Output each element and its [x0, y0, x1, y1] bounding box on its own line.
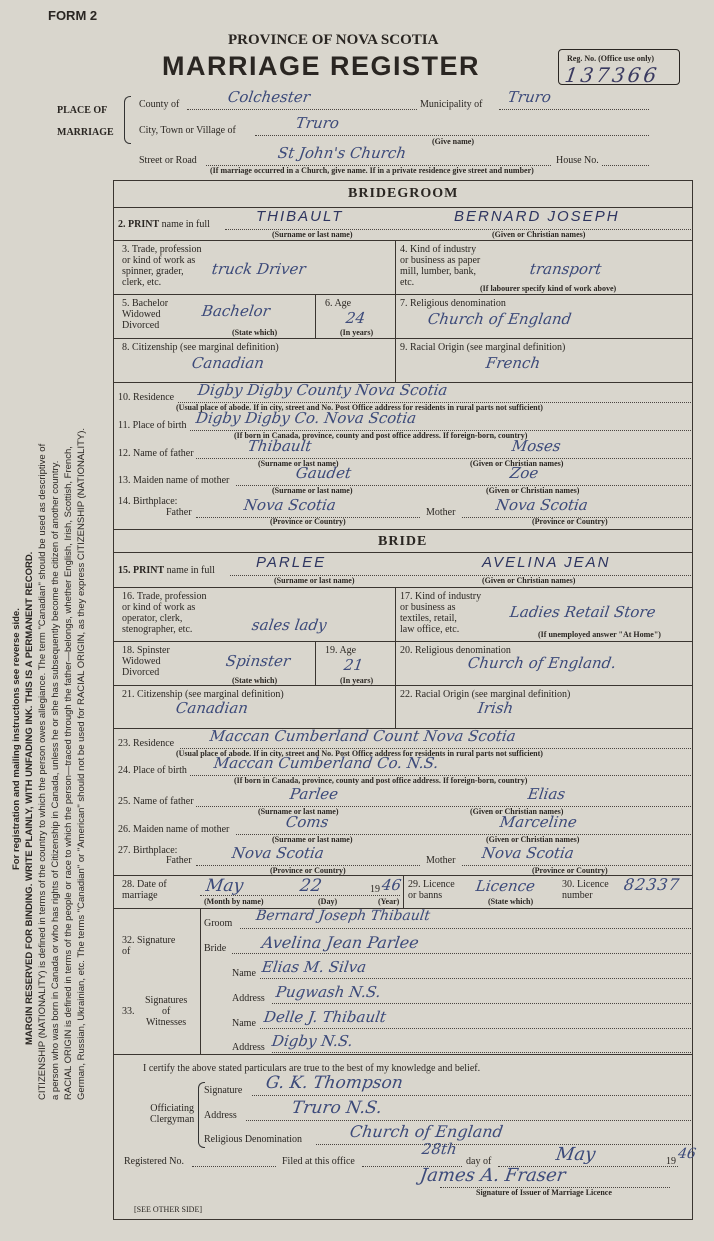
bride-father-surname-caption: (Surname or last name) — [258, 807, 339, 816]
groom-father-surname: Thibault — [246, 437, 313, 455]
witness1-address: Pugwash N.S. — [274, 983, 382, 1001]
groom-trade-label: 3. Trade, profession or kind of work as spinner, grader, clerk, etc. — [122, 244, 202, 288]
licence-value: Licence — [474, 877, 537, 895]
licence-caption: (State which) — [488, 897, 534, 906]
witness1-name-label: Name — [232, 968, 256, 979]
bride-residence-caption: (Usual place of abode. If in city, street and No. Post Office address for residents in rural parts not sufficient) — [176, 749, 543, 758]
groom-father-surname-caption: (Surname or last name) — [258, 459, 339, 468]
form-number: FORM 2 — [48, 8, 98, 23]
bride-trade: sales lady — [250, 616, 328, 634]
groom-age-label: 6. Age — [325, 298, 352, 309]
clergy-signature: G. K. Thompson — [264, 1073, 405, 1093]
bride-surname-caption: (Surname or last name) — [274, 576, 355, 585]
bride-father-label: 25. Name of father — [118, 796, 194, 807]
bride-father-given: Elias — [526, 785, 567, 803]
groom-industry: transport — [528, 260, 603, 278]
groom-residence-caption: (Usual place of abode. If in city, street and No. Post Office address for residents in rural parts not sufficient) — [176, 403, 543, 412]
bride-racial: Irish — [476, 699, 515, 717]
groom-religion-label: 7. Religious denomination — [400, 298, 506, 309]
municipality-value: Truro — [506, 88, 553, 106]
groom-birth: Digby Digby Co. Nova Scotia — [194, 409, 418, 427]
groom-bp-mother-label: Mother — [426, 507, 456, 518]
groom-surname-caption: (Surname or last name) — [272, 230, 353, 239]
filed-month: May — [554, 1144, 597, 1165]
groom-father-given: Moses — [510, 437, 562, 455]
groom-age-caption: (In years) — [340, 328, 374, 337]
bride-father-bp-caption: (Province or Country) — [270, 866, 346, 875]
witness2-name: Delle J. Thibault — [262, 1008, 388, 1026]
groom-given-caption: (Given or Christian names) — [492, 230, 586, 239]
witness1-name: Elias M. Silva — [260, 958, 368, 976]
witness2-address-label: Address — [232, 1042, 265, 1053]
groom-citizenship: Canadian — [190, 354, 266, 372]
officiating-clergyman-label: Officiating Clergyman — [150, 1103, 195, 1125]
groom-status: Bachelor — [200, 302, 272, 320]
bride-heading: BRIDE — [378, 534, 428, 549]
county-value: Colchester — [226, 88, 312, 106]
day-of-label: day of — [466, 1156, 492, 1167]
reg-no-box — [558, 49, 680, 85]
bride-residence-label: 23. Residence — [118, 738, 175, 749]
bride-age: 21 — [342, 656, 365, 674]
witness1-address-label: Address — [232, 993, 265, 1004]
street-label: Street or Road — [139, 155, 197, 166]
certify-text: I certify the above stated particulars are true to the best of my knowledge and belief. — [143, 1063, 481, 1074]
filed-year-prefix: 19 — [666, 1156, 676, 1167]
groom-bp-father-label: Father — [166, 507, 192, 518]
bride-birthplace-label: 27. Birthplace: — [118, 845, 178, 856]
bride-mother-surname: Coms — [284, 813, 330, 831]
bride-father-surname: Parlee — [288, 785, 340, 803]
bride-status-label: 18. Spinster Widowed Divorced — [122, 645, 170, 678]
bride-birth-label: 24. Place of birth — [118, 765, 187, 776]
bride-signature-label: Bride — [204, 943, 227, 954]
groom-birth-caption: (If born in Canada, province, county and post office address. If foreign-born, country) — [234, 431, 528, 440]
groom-residence: Digby Digby County Nova Scotia — [196, 381, 449, 399]
bride-father-birthplace: Nova Scotia — [230, 844, 326, 862]
marriage-year: 46 — [380, 876, 403, 894]
bride-industry-caption: (If unemployed answer "At Home") — [538, 630, 661, 639]
bride-birth: Maccan Cumberland Co. N.S. — [212, 754, 440, 772]
bride-religion: Church of England. — [466, 654, 618, 672]
registered-no-label: Registered No. — [124, 1156, 184, 1167]
witness-number: 33. — [122, 1006, 135, 1017]
marriage-month: May — [204, 876, 245, 896]
see-other-side: [SEE OTHER SIDE] — [134, 1205, 202, 1214]
bride-signature: Avelina Jean Parlee — [260, 933, 421, 952]
groom-residence-label: 10. Residence — [118, 392, 175, 403]
groom-mother-label: 13. Maiden name of mother — [118, 475, 230, 486]
groom-citizenship-label: 8. Citizenship (see marginal definition) — [122, 342, 279, 353]
filed-label: Filed at this office — [282, 1156, 355, 1167]
groom-racial-label: 9. Racial Origin (see marginal definition) — [400, 342, 566, 353]
bride-residence: Maccan Cumberland Count Nova Scotia — [208, 727, 517, 745]
witness2-name-label: Name — [232, 1018, 256, 1029]
bride-age-caption: (In years) — [340, 676, 374, 685]
licence-number-label: 30. Licence number — [562, 879, 609, 901]
reg-no-label: Reg. No. (Office use only) — [567, 54, 655, 63]
groom-mother-bp-caption: (Province or Country) — [532, 517, 608, 526]
marriage-year-prefix: 19 — [370, 884, 380, 895]
margin-text: For registration and mailing instructions see reverse side. MARGIN RESERVED FOR BINDING. WRITE PLAINLY, WITH UNFADING INK. THIS IS A PERMANENT RECORD. CITIZENSHIP (NATIONALITY) is defined in terms of the country to which the person owes allegiance. The term "Canadian" should be used as descriptive of a person who was born in Canada or who has rights of Citizenship in Canada, unless he or she has subsequently become the citizen of another country. RACIAL ORIGIN is defined in terms of the people or race to which the person—traced through the father—belongs, whether English, Irish, Scottish, French, German, Russian, Ukrainian, etc. The terms "Canadian" or "American" should not be used for RACIAL ORIGIN, as they express CITIZENSHIP (NATIONALITY). — [11, 427, 87, 1100]
bride-industry: Ladies Retail Store — [508, 603, 657, 621]
signature-of-label: 32. Signature of — [122, 935, 176, 957]
groom-mother-surname-caption: (Surname or last name) — [272, 486, 353, 495]
give-name-caption: (Give name) — [432, 137, 474, 146]
bride-trade-label: 16. Trade, profession or kind of work as operator, clerk, stenographer, etc. — [122, 591, 207, 635]
groom-mother-birthplace: Nova Scotia — [494, 496, 590, 514]
clergy-denomination-label: Religious Denomination — [204, 1134, 303, 1145]
groom-father-label: 12. Name of father — [118, 448, 194, 459]
issuer-signature: James A. Fraser — [418, 1165, 567, 1186]
reg-no-value: 137366 — [563, 63, 662, 87]
bride-status: Spinster — [224, 652, 292, 670]
page-title: MARRIAGE REGISTER — [162, 51, 481, 81]
groom-status-label: 5. Bachelor Widowed Divorced — [122, 298, 169, 331]
bride-racial-label: 22. Racial Origin (see marginal definition) — [400, 689, 571, 700]
filed-year: 46 — [676, 1146, 697, 1162]
marriage-year-caption: (Year) — [378, 897, 400, 906]
groom-trade: truck Driver — [210, 260, 307, 278]
licence-label: 29. Licence or banns — [408, 879, 455, 901]
bride-mother-surname-caption: (Surname or last name) — [272, 835, 353, 844]
groom-signature: Bernard Joseph Thibault — [254, 908, 432, 924]
issuer-caption: Signature of Issuer of Marriage Licence — [476, 1188, 612, 1197]
county-label: County of — [139, 99, 180, 110]
bride-surname: PARLEE — [256, 554, 327, 571]
clergy-address-label: Address — [204, 1110, 237, 1121]
groom-age: 24 — [344, 309, 367, 327]
city-label: City, Town or Village of — [139, 125, 236, 136]
bride-bp-father-label: Father — [166, 855, 192, 866]
groom-father-given-caption: (Given or Christian names) — [470, 459, 564, 468]
place-brace — [124, 96, 131, 144]
bride-name-label: 15. PRINT name in full — [118, 565, 215, 576]
bride-religion-label: 20. Religious denomination — [400, 645, 511, 656]
licence-number: 82337 — [622, 875, 682, 894]
place-label: PLACE OF MARRIAGE — [57, 105, 114, 138]
marriage-day: 22 — [298, 876, 324, 896]
house-label: House No. — [556, 155, 599, 166]
bride-father-given-caption: (Given or Christian names) — [470, 807, 564, 816]
municipality-label: Municipality of — [420, 99, 483, 110]
bride-mother-given-caption: (Given or Christian names) — [486, 835, 580, 844]
groom-surname: THIBAULT — [256, 208, 344, 225]
groom-status-caption: (State which) — [232, 328, 278, 337]
bride-age-label: 19. Age — [325, 645, 357, 656]
groom-birthplace-label: 14. Birthplace: — [118, 496, 178, 507]
groom-name-label: 2. PRINT name in full — [118, 219, 210, 230]
bride-birth-caption: (If born in Canada, province, county and post office address. If foreign-born, country) — [234, 776, 528, 785]
bride-given-caption: (Given or Christian names) — [482, 576, 576, 585]
bride-citizenship-label: 21. Citizenship (see marginal definition) — [122, 689, 284, 700]
clergy-address: Truro N.S. — [290, 1098, 384, 1118]
groom-father-bp-caption: (Province or Country) — [270, 517, 346, 526]
groom-mother-given-caption: (Given or Christian names) — [486, 486, 580, 495]
groom-given: BERNARD JOSEPH — [454, 208, 620, 225]
bride-mother-birthplace: Nova Scotia — [480, 844, 576, 862]
place-note: (If marriage occurred in a Church, give name. If in a private residence give street and number) — [210, 166, 534, 175]
bride-status-caption: (State which) — [232, 676, 278, 685]
clergy-denomination: Church of England — [348, 1122, 505, 1141]
filed-day: 28th — [420, 1140, 459, 1158]
province-title: PROVINCE OF NOVA SCOTIA — [228, 32, 439, 48]
groom-industry-label: 4. Kind of industry or business as paper mill, lumber, bank, etc. — [400, 244, 481, 288]
witness2-address: Digby N.S. — [270, 1032, 354, 1050]
groom-birth-label: 11. Place of birth — [118, 420, 187, 431]
marriage-date-label: 28. Date of marriage — [122, 879, 167, 901]
groom-industry-caption: (If labourer specify kind of work above) — [480, 284, 617, 293]
clergy-signature-label: Signature — [204, 1085, 243, 1096]
groom-mother-surname: Gaudet — [294, 464, 353, 482]
bride-bp-mother-label: Mother — [426, 855, 456, 866]
bride-citizenship: Canadian — [174, 699, 250, 717]
groom-religion: Church of England — [426, 310, 573, 328]
city-value: Truro — [294, 114, 341, 132]
groom-signature-label: Groom — [204, 918, 233, 929]
bride-mother-bp-caption: (Province or Country) — [532, 866, 608, 875]
bride-given: AVELINA JEAN — [482, 554, 611, 571]
bridegroom-heading: BRIDEGROOM — [348, 186, 459, 201]
groom-mother-given: Zoe — [508, 464, 540, 482]
marriage-day-caption: (Day) — [318, 897, 338, 906]
bride-industry-label: 17. Kind of industry or business as textiles, retail, law office, etc. — [400, 591, 482, 635]
groom-racial: French — [484, 354, 542, 372]
marriage-month-caption: (Month by name) — [204, 897, 264, 906]
bride-mother-given: Marceline — [498, 813, 579, 831]
witness-label: Signatures of Witnesses — [145, 995, 188, 1028]
street-value: St John's Church — [276, 144, 408, 162]
groom-father-birthplace: Nova Scotia — [242, 496, 338, 514]
bride-mother-label: 26. Maiden name of mother — [118, 824, 230, 835]
